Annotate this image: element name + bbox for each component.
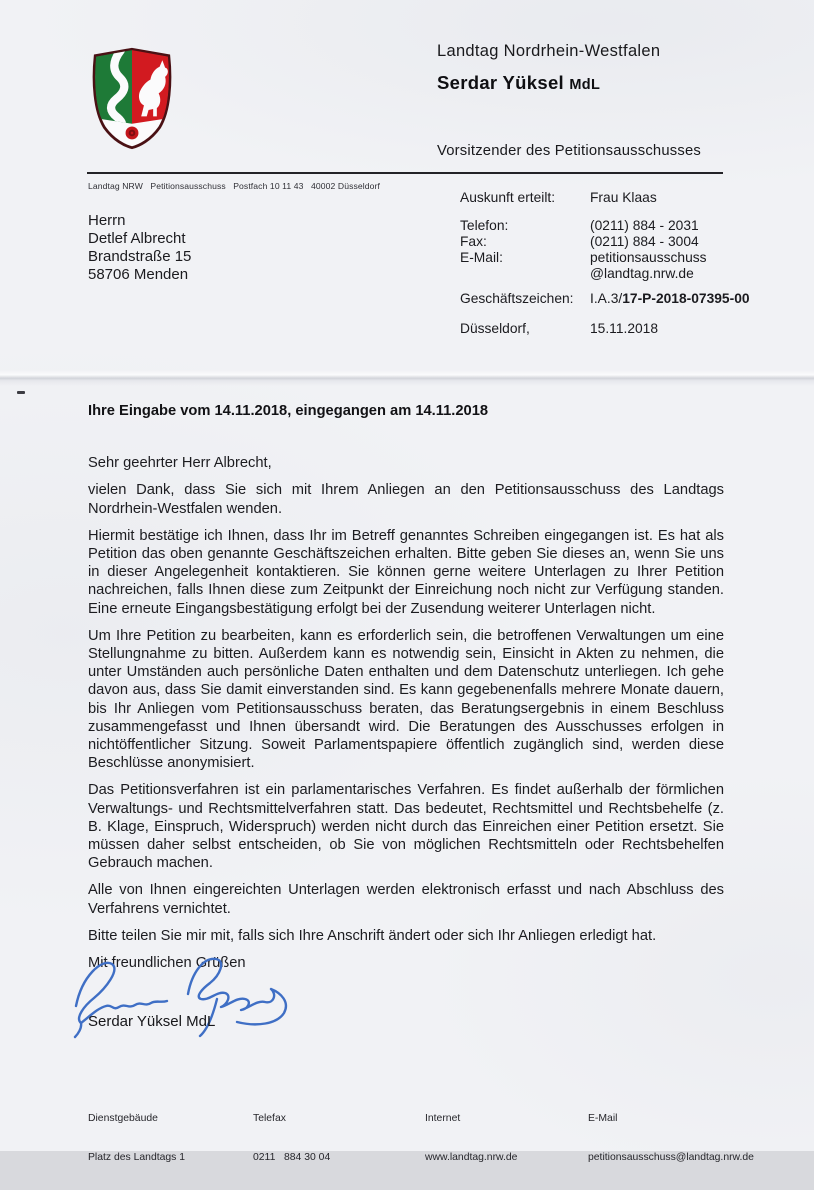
paper-fold-crease bbox=[0, 370, 814, 386]
body-paragraph: vielen Dank, dass Sie sich mit Ihrem Anliegen an den Petitionsausschuss des Landtags Nordrhein-Westfalen wenden. bbox=[88, 482, 724, 517]
telefon-label: Telefon: bbox=[460, 218, 509, 233]
body-paragraph: Das Petitionsverfahren ist ein parlamentarisches Verfahren. Es findet außerhalb der förmlichen Verwaltungs- und Rechtsmittelverfahren statt. Das bedeutet, Rechtsmittel und Rechtsbehelfe (z. B. Klage, Einspruch, Widerspruch) werden nicht durch das Einreichen einer Petition ersetzt. Sie müssen daher selbst entscheiden, ob Sie von möglichen Rechtsmitteln oder Rechtsbehelfen Gebrauch machen. bbox=[88, 782, 724, 872]
return-address-line: Landtag NRW Petitionsausschuss Postfach 10 11 43 40002 Düsseldorf bbox=[88, 181, 380, 191]
salutation: Sehr geehrter Herr Albrecht, bbox=[88, 455, 272, 472]
body-paragraph: Um Ihre Petition zu bearbeiten, kann es erforderlich sein, die betroffenen Verwaltungen um eine Stellungnahme zu bitten. Außerdem kann es notwendig sein, Einsicht in Akten zu nehmen, die unter Umständen auch persönliche Daten enthalten und dem Datenschutz unterliegen. Ich gehe davon aus, dass Sie damit einverstanden sind. Es kann gegebenenfalls mehrere Monate dauern, bis Ihr Anliegen vom Petitionsausschuss beraten, das Beratungsergebnis in einem Beschluss zusammengefasst und Ihnen übersandt wird. Die Beratungen des Ausschusses erfolgen in nichtöffentlicher Sitzung. Soweit Parlamentspapiere öffentlich zugänglich sind, werden diese Beschlüsse anonymisiert. bbox=[88, 627, 724, 772]
scan-mark-dash bbox=[17, 391, 25, 394]
closing-phrase: Mit freundlichen Grüßen bbox=[88, 955, 246, 972]
footer-column-email bbox=[588, 1086, 754, 1190]
geschaeftszeichen-number: 17-P-2018-07395-00 bbox=[622, 291, 750, 306]
footer-value: petitionsausschuss@landtag.nrw.de bbox=[588, 1152, 754, 1163]
body-paragraph: Hiermit bestätige ich Ihnen, dass Ihr im Betreff genanntes Schreiben eingegangen ist. Es hat als Petition das oben genannte Geschäftszeichen erhalten. Bitte geben Sie dieses an, wenn Sie uns in dieser Angelegenheit kontaktieren. Sie können gerne weitere Unterlagen zu Ihrer Petition nachreichen, falls Ihnen diese zum Zeitpunkt der Einreichung noch nicht zur Verfügung standen. Eine erneute Eingangsbestätigung erfolgt bei der Zusendung weiterer Unterlagen nicht. bbox=[88, 527, 724, 617]
footer-label: E-Mail bbox=[588, 1113, 618, 1124]
letterhead-role: Vorsitzender des Petitionsausschusses bbox=[437, 143, 702, 159]
letter-body bbox=[88, 402, 724, 981]
subject-line: Ihre Eingabe vom 14.11.2018, eingegangen am 14.11.2018 bbox=[88, 403, 489, 419]
person-title-suffix: MdL bbox=[569, 77, 601, 93]
email-value bbox=[590, 250, 707, 282]
contact-row-email bbox=[460, 250, 707, 282]
person-name: Serdar Yüksel bbox=[437, 72, 564, 93]
letterhead-person-name bbox=[437, 72, 600, 94]
geschaeftszeichen-prefix: I.A.3/ bbox=[590, 291, 623, 306]
email-value-line1: petitionsausschuss bbox=[590, 250, 707, 265]
footer-value: www.landtag.nrw.de bbox=[425, 1152, 518, 1163]
footer-label: Dienstgebäude bbox=[88, 1113, 158, 1124]
footer-column-dienstgebaeude bbox=[88, 1086, 185, 1190]
geschaeftszeichen-value bbox=[590, 291, 750, 307]
contact-row-fax bbox=[460, 234, 699, 250]
recipient-line: 58706 Menden bbox=[88, 266, 189, 283]
fax-value: (0211) 884 - 3004 bbox=[590, 234, 699, 249]
footer-label: Telefax bbox=[253, 1113, 286, 1124]
footer-value: Platz des Landtags 1 bbox=[88, 1152, 186, 1163]
header-divider-line bbox=[87, 172, 723, 174]
auskunft-label: Auskunft erteilt: bbox=[460, 190, 556, 205]
place-label: Düsseldorf, bbox=[460, 321, 530, 336]
date-value: 15.11.2018 bbox=[590, 321, 659, 336]
contact-row-telefon bbox=[460, 218, 699, 234]
contact-row-auskunft bbox=[460, 190, 657, 206]
recipient-line: Herrn bbox=[88, 212, 126, 229]
footer-value: 0211 884 30 04 bbox=[253, 1152, 331, 1163]
letterhead-organization: Landtag Nordrhein-Westfalen bbox=[437, 42, 661, 60]
body-paragraph: Bitte teilen Sie mir mit, falls sich Ihre Anschrift ändert oder sich Ihr Anliegen erledigt hat. bbox=[88, 927, 657, 944]
contact-row-date bbox=[460, 321, 658, 337]
footer-label: Internet bbox=[425, 1113, 461, 1124]
signer-name: Serdar Yüksel MdL bbox=[88, 1013, 216, 1030]
telefon-value: (0211) 884 - 2031 bbox=[590, 218, 699, 233]
footer-column-internet bbox=[425, 1086, 517, 1190]
geschaeftszeichen-label: Geschäftszeichen: bbox=[460, 291, 574, 306]
recipient-line: Detlef Albrecht bbox=[88, 230, 186, 247]
footer-column-telefax bbox=[253, 1086, 330, 1190]
contact-row-geschaeftszeichen bbox=[460, 291, 750, 307]
body-paragraph: Alle von Ihnen eingereichten Unterlagen werden elektronisch erfasst und nach Abschluss des Verfahrens vernichtet. bbox=[88, 882, 724, 917]
fax-label: Fax: bbox=[460, 234, 487, 249]
recipient-line: Brandstraße 15 bbox=[88, 248, 192, 265]
email-label: E-Mail: bbox=[460, 250, 503, 265]
auskunft-value: Frau Klaas bbox=[590, 190, 657, 205]
recipient-address-block bbox=[88, 212, 191, 284]
email-value-line2: @landtag.nrw.de bbox=[590, 266, 694, 281]
nrw-coat-of-arms-icon bbox=[86, 46, 178, 150]
